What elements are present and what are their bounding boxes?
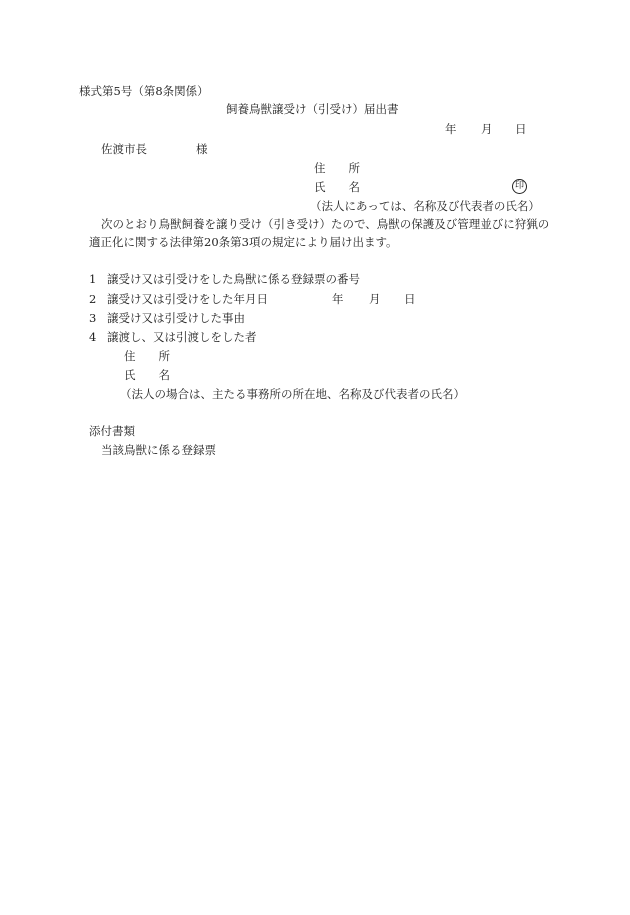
attachment-item: 当該鳥獣に係る登録票 xyxy=(101,443,216,457)
item-text: 譲受け又は引受けをした年月日 xyxy=(107,292,268,306)
attachments-heading: 添付書類 xyxy=(89,424,135,438)
applicant-name-label: 氏 名 xyxy=(314,180,360,194)
item-number: 4 xyxy=(89,330,97,344)
item-number: 2 xyxy=(89,292,97,306)
seal-mark: 印 xyxy=(512,179,527,194)
applicant-address-label: 住 所 xyxy=(314,161,360,175)
item-date-day-label: 日 xyxy=(404,292,416,306)
body-line-2: 適正化に関する法律第20条第3項の規定により届け出ます。 xyxy=(89,235,398,249)
item-number: 3 xyxy=(89,311,97,325)
form-title: 飼養鳥獣譲受け（引受け）届出書 xyxy=(226,102,399,116)
item-text: 譲受け又は引受けをした鳥獣に係る登録票の番号 xyxy=(107,272,360,286)
item-text: 譲受け又は引受けした事由 xyxy=(107,311,245,325)
transferor-address-label: 住 所 xyxy=(124,349,170,363)
date-year-label: 年 xyxy=(445,122,457,136)
item-date-year-label: 年 xyxy=(332,292,344,306)
transferor-name-label: 氏 名 xyxy=(124,368,170,382)
item-date-month-label: 月 xyxy=(369,292,381,306)
item-number: 1 xyxy=(89,272,97,286)
item-text: 譲渡し、又は引渡しをした者 xyxy=(107,330,257,344)
applicant-corporate-note: （法人にあっては、名称及び代表者の氏名） xyxy=(310,199,540,213)
body-line-1: 次のとおり鳥獣飼養を譲り受け（引き受け）たので、鳥獣の保護及び管理並びに狩猟の xyxy=(101,217,550,231)
addressee-name: 佐渡市長 xyxy=(101,142,147,156)
date-day-label: 日 xyxy=(515,122,527,136)
addressee-honorific: 様 xyxy=(196,142,208,156)
form-number: 様式第5号（第8条関係） xyxy=(79,84,209,98)
date-month-label: 月 xyxy=(481,122,493,136)
transferor-corporate-note: （法人の場合は、主たる事務所の所在地、名称及び代表者の氏名） xyxy=(120,387,465,401)
